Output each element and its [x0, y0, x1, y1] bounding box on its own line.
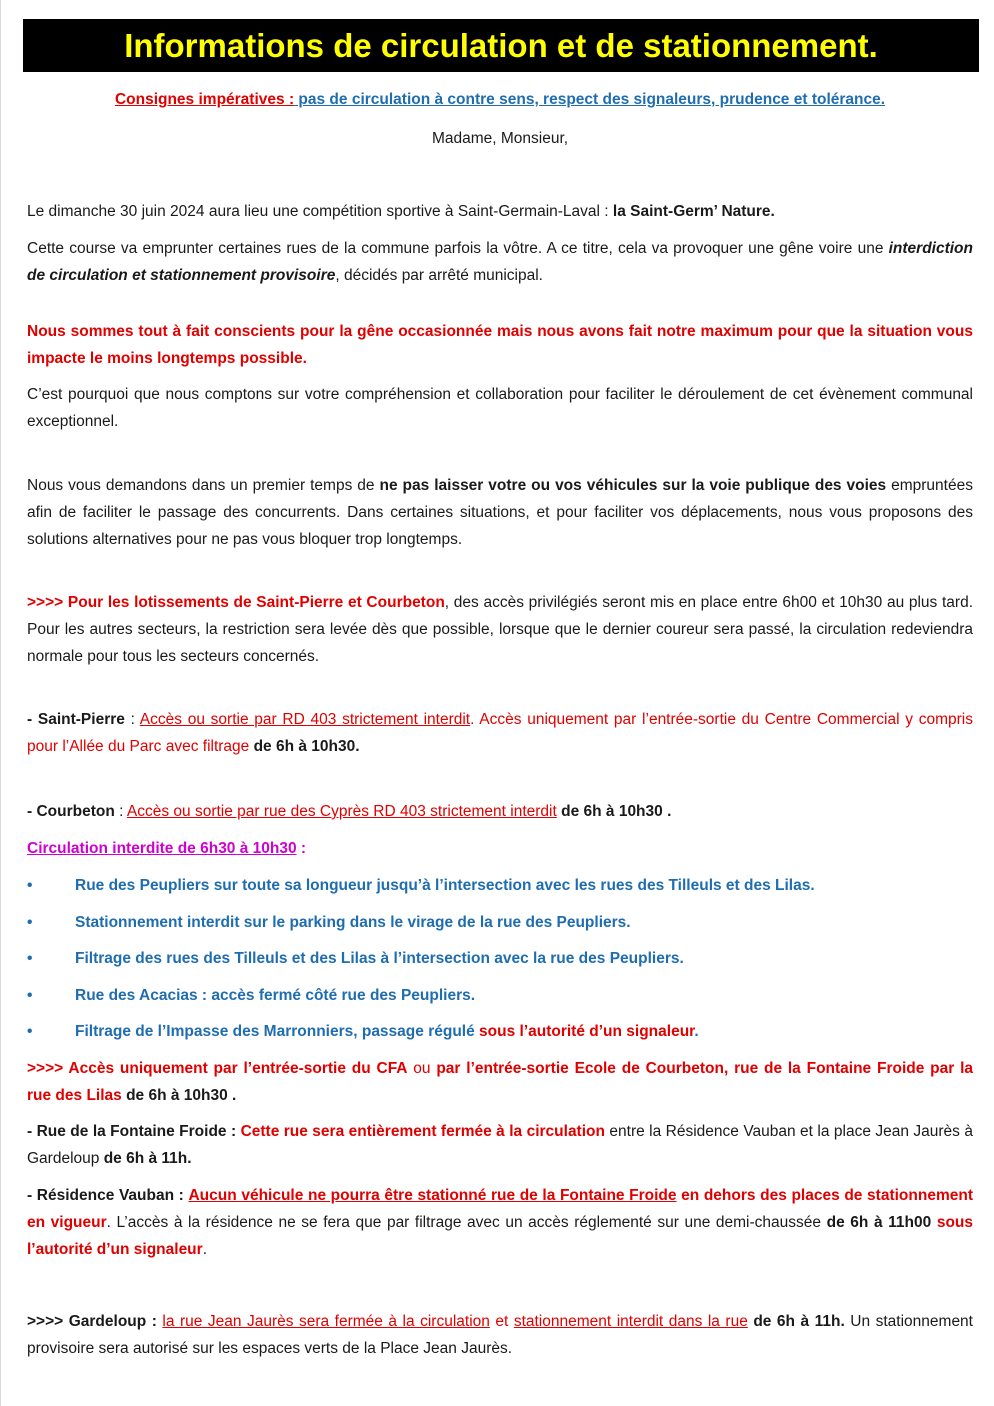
acces-cfa: >>>> Accès uniquement par l’entrée-sortie du CFA [27, 1060, 408, 1077]
bullet-icon: • [27, 987, 33, 1004]
course-text: Cette course va emprunter certaines rues de la commune parfois la vôtre. A ce titre, cela va provoquer une gêne voire une [27, 240, 889, 257]
list-item-text: Filtrage des rues des Tilleuls et des Lilas à l’intersection avec la rue des Peupliers. [75, 950, 684, 967]
fontaine-label: - Rue de la Fontaine Froide : [27, 1123, 237, 1140]
request-bold: ne pas laisser votre ou vos véhicules sur la voie publique des voies [379, 477, 887, 494]
section-saint-pierre [27, 706, 973, 760]
paragraph-acces [27, 1055, 973, 1109]
section-courbeton [27, 798, 973, 825]
list-item-text: Rue des Acacias : accès fermé côté rue des Peupliers. [75, 987, 476, 1004]
intro-text: Le dimanche 30 juin 2024 aura lieu une compétition sportive à Saint-Germain-Laval : [27, 203, 613, 220]
fontaine-time: de 6h à 11h. [103, 1150, 192, 1167]
bullet-icon: • [27, 950, 33, 967]
courbeton-restriction: Accès ou sortie par rue des Cyprès RD 403 strictement interdit [126, 803, 557, 820]
acces-ecole: par l’entrée-sortie Ecole de Courbeton, rue de la Fontaine Froide par la rue des Lilas [27, 1060, 973, 1104]
paragraph-understanding: C’est pourquoi que nous comptons sur votre compréhension et collaboration pour faciliter le déroulement de cet évènement communal exceptionnel. [27, 386, 973, 430]
paragraph-apology: Nous sommes tout à fait conscients pour la gêne occasionnée mais nous avons fait notre maximum pour que la situation vous impacte le moins longtemps possible. [27, 323, 973, 367]
gardeloup-time: de 6h à 11h. [747, 1313, 845, 1330]
page-title: Informations de circulation et de stationnement. [23, 19, 979, 72]
vauban-signaleur: sous l’autorité d’un signaleur [27, 1214, 974, 1258]
gardeloup-et: et [489, 1313, 514, 1330]
separator: : [124, 711, 140, 728]
acces-time: de 6h à 10h30 . [121, 1087, 237, 1104]
saint-pierre-access: . Accès uniquement par l’entrée-sortie du Centre Commercial y compris pour l’Allée du Parc avec filtrage [27, 711, 973, 755]
courbeton-time: de 6h à 10h30 . [556, 803, 672, 820]
vauban-text: . L’accès à la résidence ne se fera que par filtrage avec un accès réglementé sur une demi-chaussée [106, 1214, 827, 1231]
list-item-text-end: . [694, 1023, 699, 1040]
saint-pierre-restriction: Accès ou sortie par RD 403 strictement interdit [139, 711, 471, 728]
paragraph-lotissements [27, 589, 973, 670]
list-item-text-red: sous l’autorité d’un signaleur [474, 1023, 695, 1040]
vauban-places: en dehors des places de stationnement en vigueur [27, 1187, 973, 1231]
acces-ou: ou [407, 1060, 437, 1077]
bullet-icon: • [27, 1023, 33, 1040]
event-name: la Saint-Germ’ Nature. [612, 203, 775, 220]
vauban-end: . [202, 1241, 207, 1258]
vauban-time: de 6h à 11h00 [826, 1214, 932, 1231]
interdite-colon: : [296, 840, 307, 857]
bullet-icon: • [27, 877, 33, 894]
section-residence-vauban [27, 1182, 973, 1263]
consignes-line [27, 86, 973, 113]
request-text-a: Nous vous demandons dans un premier temps de [27, 477, 380, 494]
consignes-label: Consignes impératives : [114, 91, 295, 108]
gardeloup-closure: la rue Jean Jaurès sera fermée à la circulation [162, 1313, 490, 1330]
gardeloup-text: Un stationnement provisoire sera autorisé sur les espaces verts de la Place Jean Jaurès. [27, 1313, 973, 1357]
paragraph-request [27, 472, 973, 553]
request-text-b: empruntées afin de faciliter le passage des concurrents. Dans certaines situations, et pour faciliter vos déplacements, nous vous proposons des solutions alternatives pour ne pas vous bloquer trop longtemps. [27, 477, 973, 548]
section-fontaine-froide [27, 1118, 973, 1172]
interdite-label: Circulation interdite de 6h30 à 10h30 [27, 840, 297, 857]
bullet-icon: • [27, 914, 33, 931]
paragraph-intro [27, 198, 973, 225]
course-end: , décidés par arrêté municipal. [335, 267, 543, 284]
gardeloup-label: >>>> Gardeloup : [27, 1313, 163, 1330]
courbeton-label: - Courbeton [27, 803, 115, 820]
saint-pierre-label: - Saint-Pierre [27, 711, 125, 728]
lotissements-label: >>>> Pour les lotissements de Saint-Pierre et Courbeton [27, 594, 445, 611]
list-item-text: Rue des Peupliers sur toute sa longueur jusqu’à l’intersection avec les rues des Tilleuls et des Lilas. [75, 877, 815, 894]
vauban-label: - Résidence Vauban : [27, 1187, 184, 1204]
section-gardeloup [27, 1308, 973, 1362]
fontaine-text: entre la Résidence Vauban et la place Jean Jaurès à Gardeloup [27, 1123, 973, 1167]
lotissements-text: , des accès privilégiés seront mis en place entre 6h00 et 10h30 au plus tard. Pour les autres secteurs, la restriction sera levée dès que possible, lorsque que le dernier coureur sera passé, la circulation redeviendra normale pour tous les secteurs concernés. [27, 594, 973, 665]
greeting: Madame, Monsieur, [431, 130, 569, 147]
paragraph-course [27, 235, 973, 289]
list-item-text: Stationnement interdit sur le parking dans le virage de la rue des Peupliers. [75, 914, 631, 931]
course-emphasis: interdiction de circulation et stationnement provisoire [27, 240, 973, 284]
saint-pierre-time: de 6h à 10h30. [253, 738, 360, 755]
consignes-text: pas de circulation à contre sens, respect des signaleurs, prudence et tolérance. [294, 91, 886, 108]
vauban-restriction: Aucun véhicule ne pourra être stationné rue de la Fontaine Froide [188, 1187, 677, 1204]
gardeloup-parking: stationnement interdit dans la rue [513, 1313, 748, 1330]
list-item-text [75, 1018, 699, 1045]
separator: : [114, 803, 127, 820]
fontaine-closure: Cette rue sera entièrement fermée à la circulation [236, 1123, 605, 1140]
list-item-text-main: Filtrage de l’Impasse des Marronniers, passage régulé [75, 1023, 475, 1040]
interdite-heading [27, 835, 973, 862]
